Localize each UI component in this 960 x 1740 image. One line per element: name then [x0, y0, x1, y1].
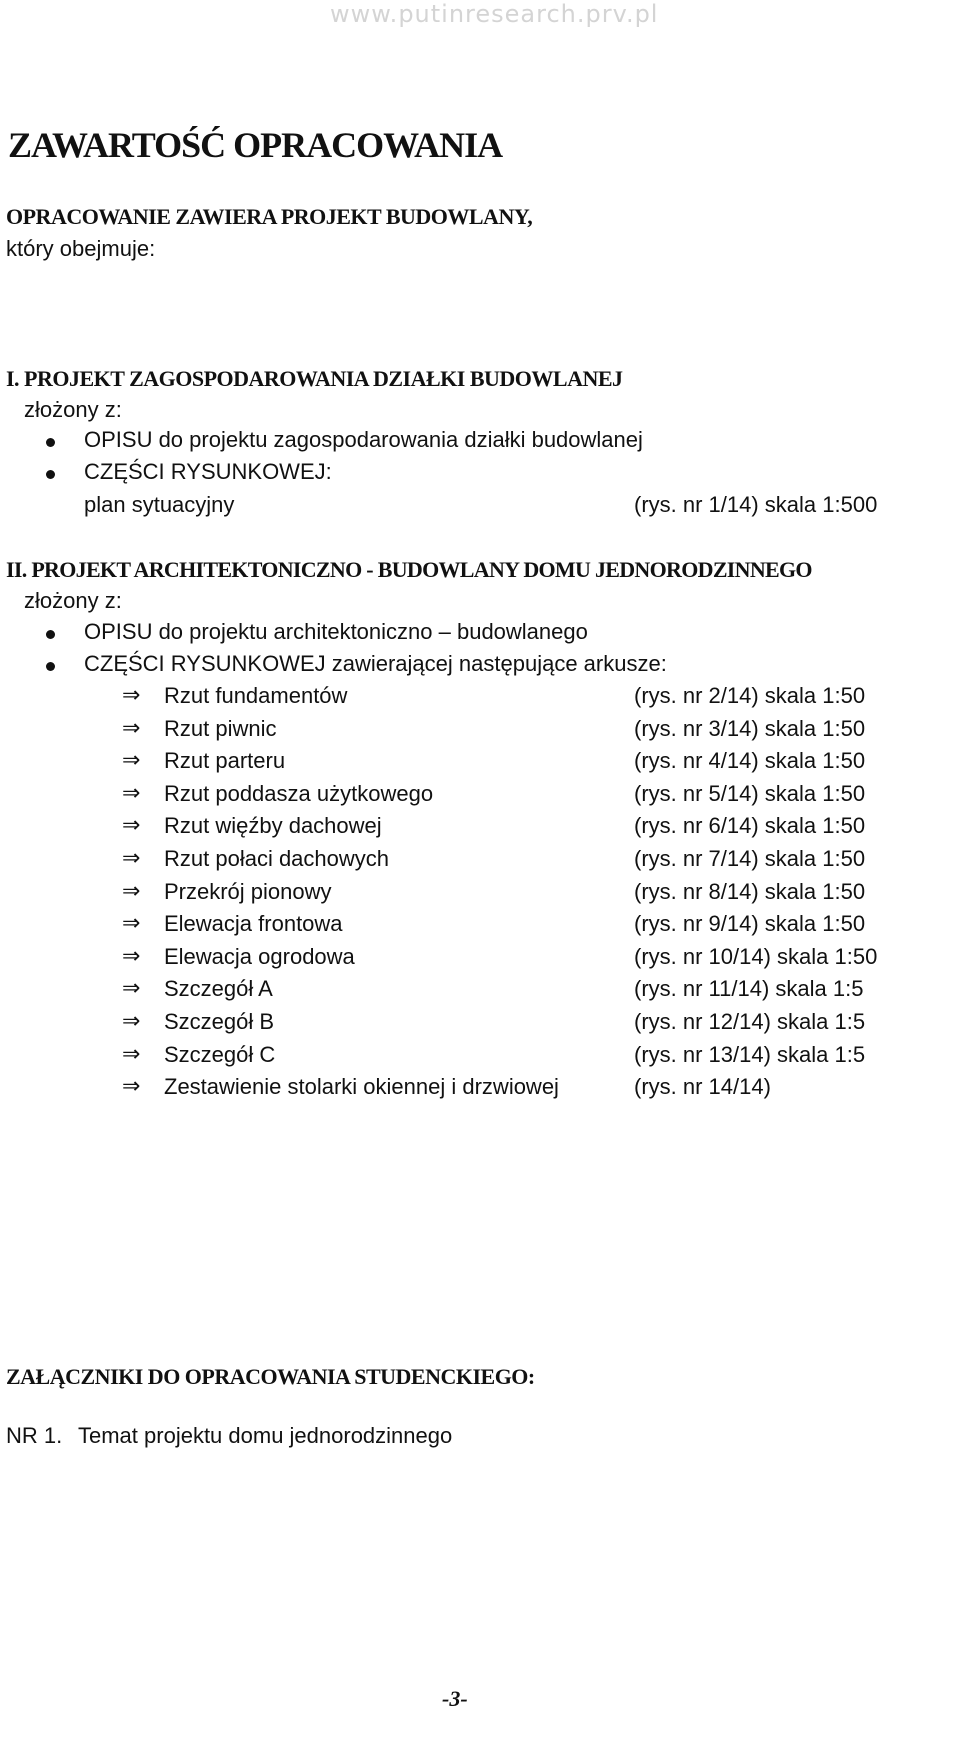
arrow-right-icon: ⇒ [122, 879, 141, 904]
bullet-icon [46, 662, 55, 671]
sheet-ref: (rys. nr 7/14) skala 1:50 [634, 846, 866, 871]
sheet-ref: (rys. nr 11/14) skala 1:5 [634, 976, 864, 1001]
arrow-right-icon: ⇒ [122, 1074, 141, 1099]
arrow-right-icon: ⇒ [122, 1009, 141, 1034]
arrow-right-icon: ⇒ [122, 813, 141, 838]
sheet-name: Elewacja ogrodowa [164, 944, 355, 969]
sheet-name: Rzut parteru [164, 748, 286, 773]
sheet-ref: (rys. nr 8/14) skala 1:50 [634, 879, 866, 904]
sheet-name: Szczegół C [164, 1042, 276, 1067]
sheet-name: Szczegół A [164, 976, 273, 1001]
sheet-ref: (rys. nr 2/14) skala 1:50 [634, 683, 866, 708]
sheet-ref: (rys. nr 4/14) skala 1:50 [634, 748, 866, 773]
page-title: ZAWARTOŚĆ OPRACOWANIA [8, 125, 503, 165]
intro-text: który obejmuje: [6, 236, 156, 261]
section2-bullet-1: OPISU do projektu architektoniczno – budowlanego [84, 619, 588, 644]
arrow-right-icon: ⇒ [122, 846, 141, 871]
plan-label: plan sytuacyjny [84, 492, 235, 517]
plan-ref: (rys. nr 1/14) skala 1:500 [634, 492, 878, 517]
arrow-right-icon: ⇒ [122, 976, 141, 1001]
arrow-right-icon: ⇒ [122, 683, 141, 708]
arrow-right-icon: ⇒ [122, 716, 141, 741]
section1-bullet-2: CZĘŚCI RYSUNKOWEJ: [84, 459, 332, 484]
sheet-name: Szczegół B [164, 1009, 275, 1034]
attachments-heading: ZAŁĄCZNIKI DO OPRACOWANIA STUDENCKIEGO: [6, 1364, 535, 1389]
sheet-ref: (rys. nr 6/14) skala 1:50 [634, 813, 866, 838]
bullet-icon [46, 630, 55, 639]
arrow-right-icon: ⇒ [122, 748, 141, 773]
section2-heading: II. PROJEKT ARCHITEKTONICZNO - BUDOWLANY DOMU JEDNORODZINNEGO [6, 557, 812, 582]
sheet-name: Rzut fundamentów [164, 683, 348, 708]
section1-composed: złożony z: [24, 397, 122, 422]
arrow-right-icon: ⇒ [122, 1042, 141, 1067]
sheet-name: Rzut więźby dachowej [164, 813, 382, 838]
section1-heading: I. PROJEKT ZAGOSPODAROWANIA DZIAŁKI BUDOWLANEJ [6, 366, 623, 391]
sheet-ref: (rys. nr 5/14) skala 1:50 [634, 781, 866, 806]
attachment-number: NR 1. [6, 1423, 63, 1448]
sheet-ref: (rys. nr 14/14) [634, 1074, 771, 1099]
attachment-text: Temat projektu domu jednorodzinnego [78, 1423, 453, 1448]
sheet-name: Zestawienie stolarki okiennej i drzwiowej [164, 1074, 559, 1099]
sheet-ref: (rys. nr 3/14) skala 1:50 [634, 716, 866, 741]
sheet-name: Rzut połaci dachowych [164, 846, 390, 871]
sheet-ref: (rys. nr 12/14) skala 1:5 [634, 1009, 866, 1034]
sheet-name: Rzut poddasza użytkowego [164, 781, 434, 806]
sheet-name: Elewacja frontowa [164, 911, 343, 936]
watermark: www.putinresearch.prv.pl [330, 0, 659, 28]
bullet-icon [46, 470, 55, 479]
bullet-icon [46, 438, 55, 447]
section2-composed: złożony z: [24, 588, 122, 613]
arrow-right-icon: ⇒ [122, 781, 141, 806]
sheet-ref: (rys. nr 10/14) skala 1:50 [634, 944, 878, 969]
page-number: -3- [442, 1686, 468, 1711]
intro-heading: OPRACOWANIE ZAWIERA PROJEKT BUDOWLANY, [6, 204, 533, 229]
sheet-ref: (rys. nr 9/14) skala 1:50 [634, 911, 866, 936]
section2-bullet-2: CZĘŚCI RYSUNKOWEJ zawierającej następujące arkusze: [84, 651, 667, 676]
sheet-name: Przekrój pionowy [164, 879, 332, 904]
section1-bullet-1: OPISU do projektu zagospodarowania działki budowlanej [84, 427, 643, 452]
arrow-right-icon: ⇒ [122, 944, 141, 969]
sheet-ref: (rys. nr 13/14) skala 1:5 [634, 1042, 866, 1067]
arrow-right-icon: ⇒ [122, 911, 141, 936]
sheet-name: Rzut piwnic [164, 716, 277, 741]
